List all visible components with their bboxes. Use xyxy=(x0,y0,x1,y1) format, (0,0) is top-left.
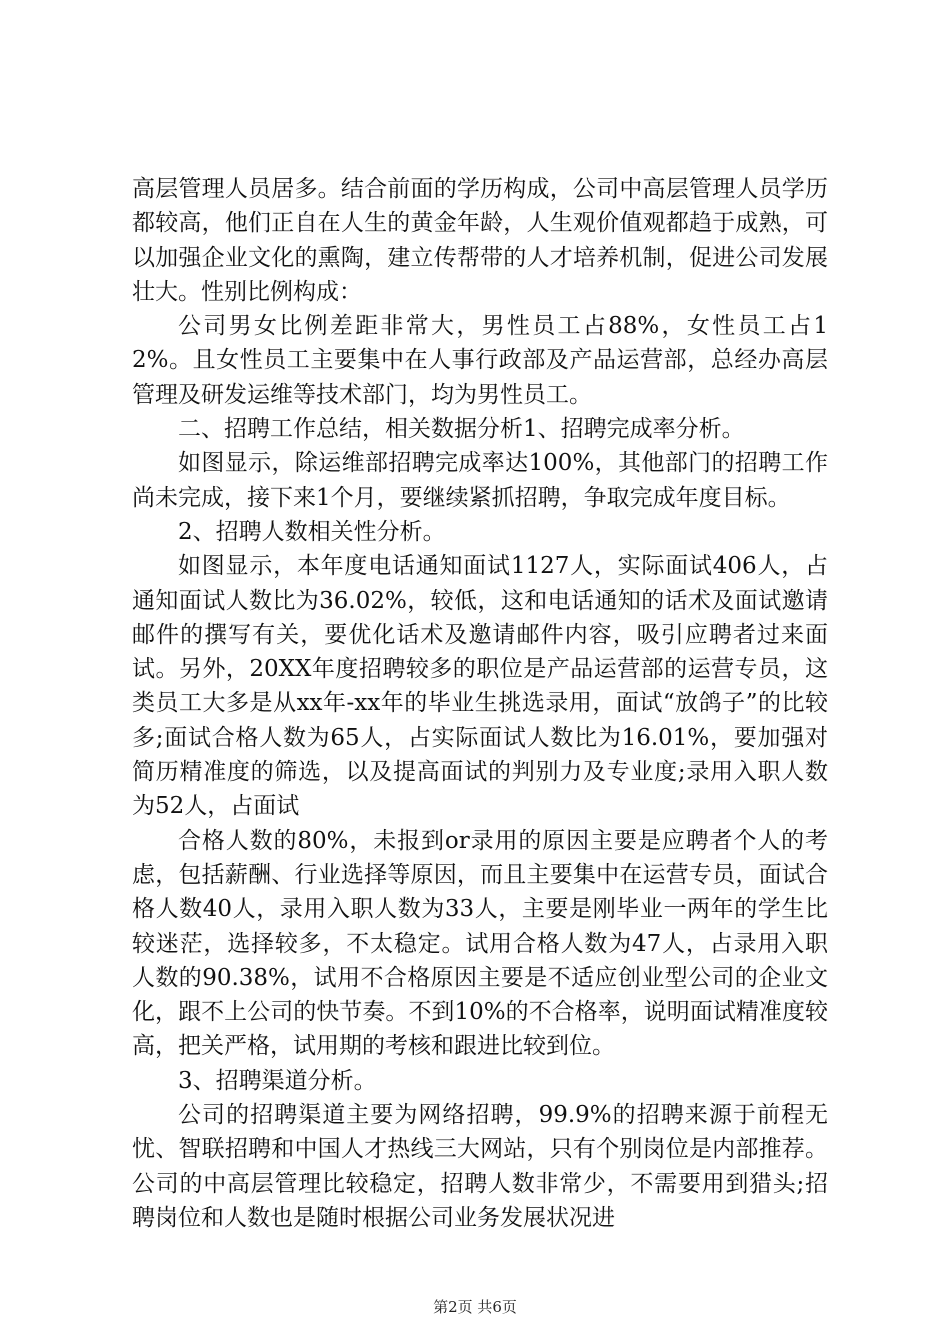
paragraph-management-age: 高层管理人员居多。结合前面的学历构成，公司中高层管理人员学历都较高，他们正自在人生的黄金年龄，人生观价值观都趋于成熟，可以加强企业文化的熏陶，建立传帮带的人才培养机制，促进公司发展壮大。性别比例构成： xyxy=(132,176,828,305)
paragraph-onboarding-stats: 合格人数的80%，未报到or录用的原因主要是应聘者个人的考虑，包括薪酬、行业选择等原因，而且主要集中在运营专员，面试合格人数40人，录用入职人数为33人，主要是刚毕业一两年的学生比较迷茫，选择较多，不太稳定。试用合格人数为47人，占录用入职人数的90.38%，试用不合格原因主要是不适应创业型公司的企业文化，跟不上公司的快节奏。不到10%的不合格率，说明面试精准度较高，把关严格，试用期的考核和跟进比较到位。 xyxy=(132,827,828,1060)
subheading-headcount-correlation: 2、招聘人数相关性分析。 xyxy=(178,518,446,545)
paragraph-completion-rate: 如图显示，除运维部招聘完成率达100%，其他部门的招聘工作尚未完成，接下来1个月，要继续紧抓招聘，争取完成年度目标。 xyxy=(132,450,828,511)
subheading-recruitment-channels: 3、招聘渠道分析。 xyxy=(178,1067,377,1094)
section-heading-recruitment-summary: 二、招聘工作总结，相关数据分析1、招聘完成率分析。 xyxy=(178,416,745,443)
paragraph-interview-stats: 如图显示，本年度电话通知面试1127人，实际面试406人，占通知面试人数比为36.02%，较低，这和电话通知的话术及面试邀请邮件的撰写有关，要优化话术及邀请邮件内容，吸引应聘者过来面试。另外，20XX年度招聘较多的职位是产品运营部的运营专员，这类员工大多是从xx年-xx年的毕业生挑选录用，面试“放鸽子”的比较多;面试合格人数为65人，占实际面试人数比为16.01%，要加强对简历精准度的筛选，以及提高面试的判别力及专业度;录用入职人数为52人，占面试 xyxy=(132,553,828,820)
paragraph-gender-ratio: 公司男女比例差距非常大，男性员工占88%，女性员工占12%。且女性员工主要集中在人事行政部及产品运营部，总经办高层管理及研发运维等技术部门，均为男性员工。 xyxy=(132,313,828,408)
page-footer: 第2页 共6页 xyxy=(433,1298,517,1316)
paragraph-channel-analysis: 公司的招聘渠道主要为网络招聘，99.9%的招聘来源于前程无忧、智联招聘和中国人才热线三大网站，只有个别岗位是内部推荐。公司的中高层管理比较稳定，招聘人数非常少，不需要用到猎头;招聘岗位和人数也是随时根据公司业务发展状况进 xyxy=(132,1102,828,1231)
document-body xyxy=(132,172,828,1235)
